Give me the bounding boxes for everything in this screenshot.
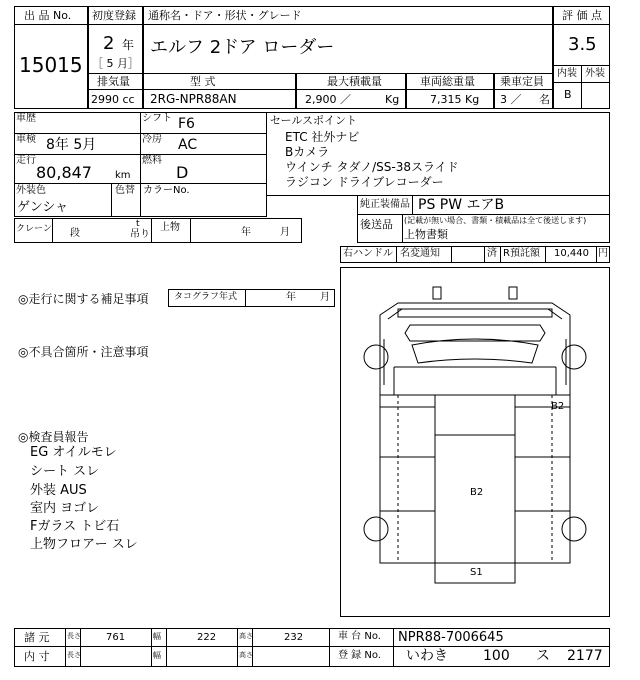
tacho-month: 月 [320,292,330,303]
inspector-report-line: 上物フロアー スレ [30,537,138,552]
sales-point-line: ウインチ タダノ/SS-38スライド [285,160,459,174]
reg-kana: ス [536,648,550,664]
inspector-report-line: 室内 ヨゴレ [30,501,100,516]
max-load: 2,900 ／ [305,93,351,106]
rhd-label: 右ハンドル [343,248,393,259]
ac-label: 冷房 [142,134,162,145]
model-name: エルフ 2ドア ローダー [150,37,335,58]
inner-width-cell [166,646,238,667]
height-label: 高さ [239,632,253,640]
upper-month: 月 [280,227,290,238]
lot-number-label: 出 品 No. [24,9,72,22]
inner-height-cell [252,646,330,667]
shift-value: F6 [178,116,195,132]
sales-points-title: セールスポイント [270,114,358,127]
height-value: 232 [284,632,304,643]
sales-point-line: ラジコン ドライブレコーダー [285,175,444,189]
chassis-number: NPR88-7006645 [398,630,504,645]
exterior-grade-cell [581,82,610,109]
gross-weight: 7,315 Kg [430,93,480,106]
tacho-year: 年 [286,292,296,303]
equipment-label: 純正装備品 [360,199,410,210]
ext-color-value: ゲンシャ [17,200,69,215]
cargo-body [380,395,570,563]
windshield [412,339,538,363]
name-change-value-cell [451,246,485,263]
mirror-left [433,287,441,299]
docs-note: (記載が無い場合、書類・積載品は全て後送します) [404,216,587,225]
upper-label: 上物 [160,222,180,233]
damage-mark: B2 [470,487,484,498]
length-value: 761 [106,632,126,643]
inner-length-label: 長さ [67,651,81,659]
upper-year: 年 [241,227,251,238]
inspector-report-line: Fガラス トビ石 [30,519,120,534]
inner-label: 内 寸 [24,650,50,663]
capacity: 3 ／ [500,93,522,106]
history-label: 車歴 [16,113,36,124]
width-value: 222 [197,632,217,643]
docs-label: 後送品 [360,218,393,231]
tacho-label: タコグラフ年式 [174,292,238,302]
length-label: 長さ [67,632,81,640]
type-label-cell [143,73,296,90]
name-change-label: 名変通知 [400,248,440,259]
wheel-rear-right [562,517,586,541]
score: 3.5 [568,34,597,55]
ac-value: AC [178,137,198,153]
shift-label: シフト [142,113,172,124]
crane-label: クレーン [16,224,52,234]
type-label: 型 式 [190,75,216,88]
color-no-label: カラーNo. [143,185,190,196]
inspection-value: 8年 5月 [46,137,97,153]
truck-diagram [340,267,610,617]
wheel-rear-left [364,517,388,541]
interior-grade: B [564,88,572,101]
mileage-label: 走行 [16,155,36,166]
fuel-value: D [176,163,189,182]
yen-label: 円 [598,248,608,259]
first-reg-year: 2 [103,33,115,54]
width-label: 幅 [153,632,161,641]
reg-class: 100 [483,648,510,664]
mirror-right [509,287,517,299]
inner-width-label: 幅 [153,651,161,660]
type-code: 2RG-NPR88AN [150,92,237,106]
crane-stage: 段 [70,228,80,239]
damage-mark: B2 [551,401,565,412]
damage-mark: S1 [470,567,483,578]
inspection-label: 車検 [16,134,36,145]
score-label: 評 価 点 [562,9,602,22]
first-reg-year-unit: 年 [122,38,135,52]
defects-heading: ◎不具合箇所・注意事項 [18,345,149,359]
crane-t: t [136,219,140,229]
max-load-unit: Kg [385,93,400,106]
ext-color-label: 外装色 [16,185,46,196]
recycle-label: 済 [487,248,497,259]
reg-number: 2177 [567,648,603,664]
fuel-label: 燃料 [142,155,162,166]
exterior-label: 外装 [585,68,605,79]
deposit-label: R預託額 [503,248,540,259]
max-load-label: 最大積載量 [327,75,382,88]
inspector-report-line: シート スレ [30,464,100,479]
model-name-label: 通称名・ドア・形状・グレード [148,9,302,22]
inspector-report-line: 外装 AUS [30,483,87,498]
deposit-value: 10,440 [554,248,589,259]
displacement: 2990 cc [91,93,135,106]
interior-label: 内装 [557,68,577,79]
capacity-unit: 名 [539,93,550,106]
crane-hang: 吊り [130,229,150,240]
first-reg-month: ［ 5 月］ [92,57,139,70]
reg-label: 登 録 No. [338,650,381,661]
displacement-label: 排気量 [97,75,130,88]
mileage-unit: km [115,170,131,181]
equipment-value: PS PW エアB [418,197,505,213]
capacity-label: 乗車定員 [500,75,544,88]
color-change-label: 色替 [115,185,135,196]
inspector-report-line: EG オイルモレ [30,445,117,460]
first-reg-label: 初度登録 [92,9,136,22]
reg-area: いわき [406,648,448,664]
dims-label: 諸 元 [24,631,50,644]
gross-weight-label: 車両総重量 [420,75,475,88]
driving-notes-heading: ◎走行に関する補足事項 [18,292,149,306]
inner-length-cell [80,646,152,667]
docs-value: 上物書類 [404,228,448,241]
sales-point-line: Bカメラ [285,145,330,159]
inspector-report-heading: ◎検査員報告 [18,430,89,444]
inner-height-label: 高さ [239,651,253,659]
lot-number: 15015 [19,53,83,77]
chassis-label: 車 台 No. [338,631,381,642]
mileage-value: 80,847 [36,163,92,182]
sales-point-line: ETC 社外ナビ [285,130,360,144]
